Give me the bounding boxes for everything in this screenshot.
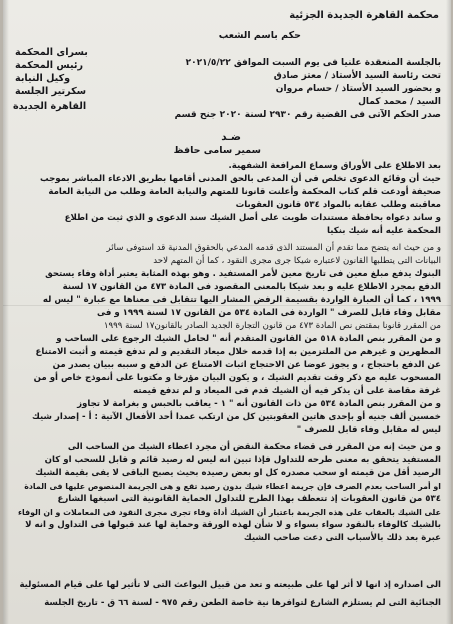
judgment-line: و ساند دعواه بحافظة مستندات طويت على أصل الشيك سند الدعوى و الذي ثبت من اطلاع [64, 213, 441, 223]
judgment-line: من المقرر قانونا بمقتض نص المادة ٤٧٣ من قانون التجارة الجديد الصادر بالقانون١٧ لسنة ١٩٩٩ [103, 321, 441, 331]
judgment-line: ١٩٩٩ ، كما أن العبارة الواردة بقسيمة الرفض المشار اليها تتقابل فى معناها مع عبارة " ليس له [42, 295, 441, 305]
judgment-line: صحيفة أودعت قلم كتاب المحكمة وأعلنت قانونا للمتهم والنيابة العامة وطلب من النيابة العامة [48, 187, 441, 197]
judgment-line: الرصيد أقل من قيمته او سحب مصدره كل او بعض رصيده بحيث يصبح الباقى لا يفى بقيمة الشيك [35, 468, 441, 478]
judgment-line: بالشيك كالوفاء بالنقود سواء بسواء و لا شأن لهذه الورقة وحماية لها عند قبولها فى التداول و انه لا [25, 520, 441, 530]
judgment-line: الجنائية التى لم يستلزم الشارع لتوافرها نية خاصة الطعن رقم ٩٧٥ - لسنة ٦٦ ق - تاريخ الجلسة [44, 598, 441, 608]
judgment-line: ٥٣٤ من قانون العقوبات إذ تتعطف بهذا الطرح للتداول الحماية القانونية التى اسبغها الشارع [57, 494, 441, 504]
court-name: محكمة القاهرة الجديدة الجزئية [289, 10, 439, 21]
session-judge-line: تحت رئاسة السيد الأستاذ / معتز صادق [273, 71, 441, 81]
judgment-line: او أمر الساحب بعدم الصرف فإن جريمة اعطاء شيك بدون رصيد تقع و هى الجريمة المنصوص عليها فى المادة [24, 482, 441, 491]
session-prosecutor-line: و بحضور السيد الأستاذ / حسام مروان [275, 84, 441, 94]
defendant-name: سمير سامى حافظ [173, 145, 261, 156]
judgment-line: البنوك يدفع مبلغ معين فى تاريخ معين لأمر المستفيد . وهو بهذه المثابة يعتبر أداة وفاء يستحق [45, 269, 441, 279]
judgment-line: عن الدفع باحتجاج ، و يجوز عوضا عن الاحتجاج اثبات الامتناع عن الدفع و سببه ببيان يصدر من [52, 360, 441, 370]
against-word: ضـد [221, 131, 241, 143]
judgment-line: و من المقرر بنص المادة ٥١٨ من القانون المتقدم أنه " لحامل الشيك الرجوع على الساحب و [56, 334, 441, 344]
side-label-president: رئيس المحكمة [15, 60, 84, 71]
judgment-line: المحكمة عليه أنه شيك بنكيا [327, 226, 441, 236]
side-label-district: القاهرة الجديدة [13, 101, 87, 112]
case-number-line: صدر الحكم الآتى فى القضية رقم ٢٩٣٠ لسنة ٢٠٢٠ جنح قسم [174, 110, 441, 120]
page-edge-shadow [446, 0, 451, 624]
judgment-line: غرفة مقاصة على أن يذكر فيه أن الشيك قدم فى الميعاد و لم تدفع قيمته [133, 386, 441, 396]
judgment-line: المستفيد يتحقق به معنى طرحه للتداول فإذا تبين انه ليس له رصيد قائم و قابل للسحب او كان [44, 455, 441, 465]
judgment-line: و من حيث انه يتضح مما تقدم أن المستند الذى قدمه المدعي بالحقوق المدنية قد استوفى سائر [106, 243, 441, 253]
side-label-prosecutor: وكيل النيابة [15, 73, 71, 84]
judgment-line: معاقبته وطلب عقابه بالمواد ٥٣٤ قانون العقوبات [235, 200, 441, 210]
judgment-line: الى اصداره إذ انها لا أثر لها على طبيعته و تعد من قبيل البواعث التى لا تأثير لها على قيام المسئولية [19, 580, 441, 590]
judgment-line: حيث أن وقائع الدعوى تخلص فى أن المدعى بالحق المدنى أقامها بطريق الادعاء المباشر بموجب [39, 174, 441, 184]
judgment-line: الدفع بمجرد الاطلاع عليه و بعد شيكا بالمعنى المقصود فى المادة ٤٧٣ من القانون ١٧ لسنة [62, 282, 441, 292]
session-secretary-line: السيد / محمد كمال [358, 97, 441, 107]
document-page [3, 0, 451, 624]
judgment-line: ليس له مقابل وفاء قابل للصرف " [296, 425, 441, 435]
side-label-secretary: سكرتير الجلسة [15, 86, 87, 97]
judgment-line: خمسين ألف جنيه أو بإحدى هاتين العقوبتين كل من ارتكب عمدا أحد الأفعال الآتية : أ - إصدار شيك [31, 412, 441, 422]
judgment-line: بعد الاطلاع على الأوراق وسماع المرافعة الشفهية. [228, 161, 441, 171]
page-edge-shadow [3, 0, 9, 624]
side-label-court-hall: بسراى المحكمة [15, 47, 88, 58]
judgment-line: المظهرين و غيرهم من الملتزمين به إذا قدمه خلال ميعاد التقديم و لم تدفع قيمته و أثبت الامتناع [35, 347, 441, 357]
judgment-line: البيانات التى يتطلبها القانون لاعتباره شيكا جرى مجرى النقود ، كما أن المتهم لاحد [153, 256, 441, 266]
people-name-heading: حكم باسم الشعب [218, 30, 301, 41]
judgment-line: على الشيك بالعقاب على هذه الجريمة باعتبار أن الشيك أداة وفاء تجرى مجرى النقود فى المعاملات و ان الوفاء [18, 508, 441, 517]
judgment-line: و من حيث إنه من المقرر فى قضاء محكمة النقض أن مجرد اعطاء الشيك من الساحب الى [67, 442, 441, 452]
session-date-line: بالجلسة المنعقدة علنيا فى يوم السبت الموافق ٢٠٢١/٥/٢٢ [185, 58, 441, 68]
judgment-line: عبرة بعد ذلك بالأسباب التى دعت صاحب الشيك [243, 533, 441, 543]
judgment-line: مقابل وفاء قابل للصرف " الواردة فى المادة ٥٣٤ من القانون ١٧ لسنة ١٩٩٩ و فى [97, 308, 441, 318]
judgment-line: و من المقرر بنص المادة ٥٣٤ من ذات القانون أنه " ١ - يعاقب بالحبس و بغرامة لا تجاوز [77, 399, 441, 409]
judgment-line: المسحوب عليه مع ذكر وقت تقديم الشيك ، و يكون البيان مؤرخا و مكتوبا على أنموذج خاص أو من [33, 373, 441, 383]
